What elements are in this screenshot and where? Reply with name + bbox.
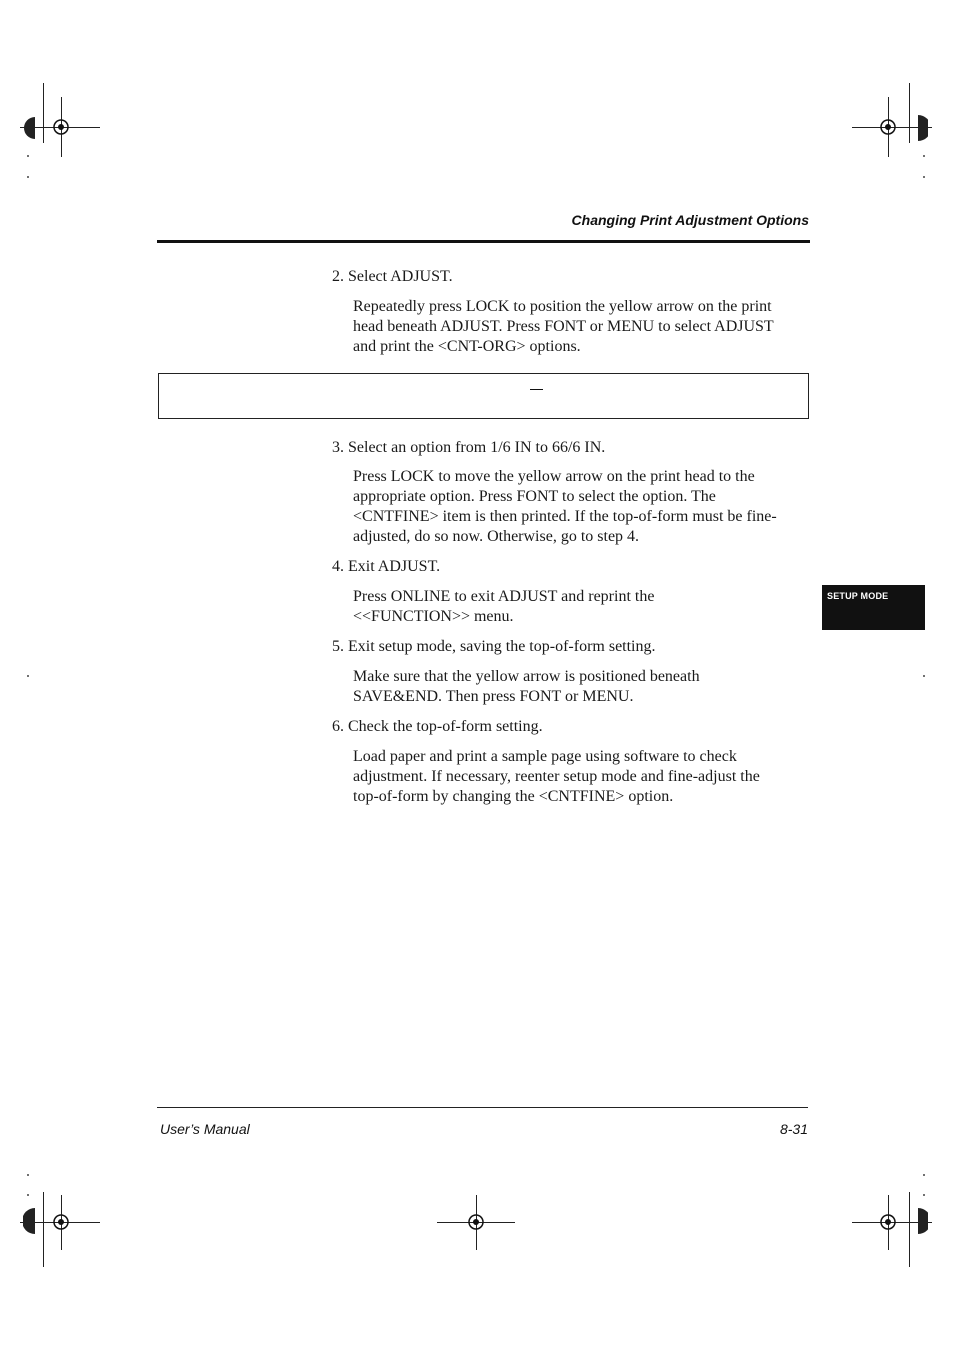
footer-divider bbox=[157, 1107, 808, 1108]
gray-scale-wedge-icon bbox=[918, 115, 928, 141]
step-description bbox=[353, 747, 813, 807]
text-line: head beneath ADJUST. Press FONT or MENU to select ADJUST bbox=[353, 318, 774, 335]
text-line: appropriate option. Press FONT to select the option. The bbox=[353, 488, 716, 505]
running-header-title: Changing Print Adjustment Options bbox=[571, 212, 809, 228]
step-title: Exit setup mode, saving the top-of-form setting. bbox=[348, 638, 656, 655]
step-title: Select ADJUST. bbox=[348, 268, 453, 285]
text-line: SAVE&END. Then press FONT or MENU. bbox=[353, 688, 634, 705]
note-box bbox=[158, 373, 809, 419]
text-line: Make sure that the yellow arrow is positioned beneath bbox=[353, 668, 700, 685]
step-title: Exit ADJUST. bbox=[348, 558, 441, 575]
gray-scale-wedge-icon bbox=[23, 117, 35, 139]
step-number: 4. bbox=[332, 558, 344, 575]
text-line: Press ONLINE to exit ADJUST and reprint the bbox=[353, 588, 655, 605]
step-heading bbox=[332, 267, 453, 287]
note-box-dash bbox=[530, 389, 543, 390]
text-line: <<FUNCTION>> menu. bbox=[353, 608, 514, 625]
text-line: Press LOCK to move the yellow arrow on the print head to the bbox=[353, 468, 755, 485]
registration-target-icon bbox=[51, 1212, 71, 1232]
text-line: adjusted, do so now. Otherwise, go to step 4. bbox=[353, 528, 640, 545]
gray-scale-wedge-icon bbox=[918, 1208, 928, 1234]
step-number: 3. bbox=[332, 439, 344, 456]
text-line: top-of-form by changing the <CNTFINE> option. bbox=[353, 788, 674, 805]
step-title: Select an option from 1/6 IN to 66/6 IN. bbox=[348, 439, 606, 456]
step-number: 2. bbox=[332, 268, 344, 285]
gray-scale-wedge-icon bbox=[23, 1208, 35, 1234]
registration-target-icon bbox=[878, 117, 898, 137]
step-heading bbox=[332, 717, 543, 737]
registration-target-icon bbox=[466, 1212, 486, 1232]
text-line: adjustment. If necessary, reenter setup mode and fine-adjust the bbox=[353, 768, 760, 785]
step-heading bbox=[332, 557, 440, 577]
step-description bbox=[353, 667, 813, 707]
footer-manual-title: User’s Manual bbox=[160, 1121, 250, 1137]
step-description bbox=[353, 467, 813, 547]
text-line: <CNTFINE> item is then printed. If the top-of-form must be fine- bbox=[353, 508, 777, 525]
step-description bbox=[353, 297, 813, 357]
step-number: 5. bbox=[332, 638, 344, 655]
text-line: Load paper and print a sample page using software to check bbox=[353, 748, 737, 765]
step-description bbox=[353, 587, 813, 627]
text-line: and print the <CNT-ORG> options. bbox=[353, 338, 581, 355]
section-tab bbox=[822, 585, 925, 630]
page-number: 8-31 bbox=[779, 1121, 808, 1137]
registration-target-icon bbox=[878, 1212, 898, 1232]
section-tab-label: SETUP MODE bbox=[827, 591, 889, 601]
registration-target-icon bbox=[51, 117, 71, 137]
header-divider bbox=[157, 240, 810, 243]
text-line: Repeatedly press LOCK to position the yellow arrow on the print bbox=[353, 298, 772, 315]
step-heading bbox=[332, 438, 605, 458]
step-number: 6. bbox=[332, 718, 344, 735]
step-heading bbox=[332, 637, 656, 657]
step-title: Check the top-of-form setting. bbox=[348, 718, 543, 735]
